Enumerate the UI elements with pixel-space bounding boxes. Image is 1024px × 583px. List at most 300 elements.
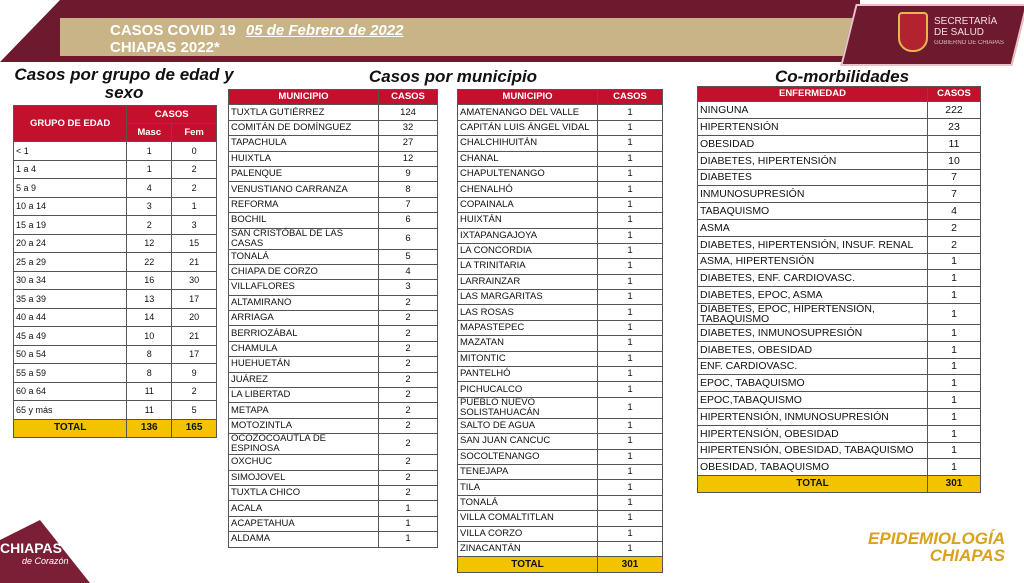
municipio-label: CHAMULA: [229, 341, 379, 356]
municipio-row: [229, 311, 438, 326]
comorbidity-row: [698, 135, 981, 152]
age-group-value: 1: [127, 142, 172, 161]
muni-cases-header-2: CASOS: [598, 90, 663, 105]
logo-line2: DE SALUD: [934, 27, 985, 38]
comorbidity-value: 10: [928, 152, 981, 169]
muni-header-1: MUNICIPIO: [229, 90, 379, 105]
municipio-label: IXTAPANGAJOYA: [458, 228, 598, 243]
age-group-label: 50 a 54: [14, 345, 127, 364]
municipio-row: [458, 213, 663, 228]
municipio-label: HUEHUETÁN: [229, 357, 379, 372]
municipio-row: [458, 397, 663, 418]
comorbidity-value: 1: [928, 408, 981, 425]
comorbidity-value: 1: [928, 287, 981, 304]
municipio-label: CHANAL: [458, 151, 598, 166]
age-group-value: 21: [172, 327, 217, 346]
municipio-label: ALTAMIRANO: [229, 295, 379, 310]
como-cases-header: CASOS: [928, 87, 981, 102]
age-total-row: [14, 419, 217, 438]
age-group-value: 8: [127, 364, 172, 383]
municipio-value: 1: [598, 166, 663, 181]
municipio-value: 1: [598, 449, 663, 464]
age-group-value: 11: [127, 401, 172, 420]
comorbidities-table: [697, 86, 981, 493]
municipio-label: COMITÁN DE DOMÍNGUEZ: [229, 120, 379, 135]
comorbidity-label: HIPERTENSIÓN, OBESIDAD: [698, 425, 928, 442]
comorbidity-label: DIABETES, HIPERTENSIÓN, INSUF. RENAL: [698, 236, 928, 253]
comorbidity-value: 1: [928, 358, 981, 375]
comorbidity-row: [698, 287, 981, 304]
municipio-value: 1: [598, 213, 663, 228]
municipio-row: [229, 341, 438, 356]
municipio-row: [458, 434, 663, 449]
comorbidity-value: 11: [928, 135, 981, 152]
comorbidity-label: DIABETES, EPOC, ASMA: [698, 287, 928, 304]
municipio-label: OCOZOCOAUTLA DE ESPINOSA: [229, 434, 379, 455]
comorbidity-label: HIPERTENSIÓN, OBESIDAD, TABAQUISMO: [698, 442, 928, 459]
comorbidity-value: 1: [928, 375, 981, 392]
logo-line3: GOBIERNO DE CHIAPAS: [934, 40, 1004, 46]
municipio-row: [229, 516, 438, 531]
age-group-value: 20: [172, 308, 217, 327]
municipio-value: 1: [598, 105, 663, 120]
comorbidity-value: 1: [928, 442, 981, 459]
age-group-value: 2: [172, 160, 217, 179]
municipio-value: 1: [598, 382, 663, 397]
municipio-value: 1: [598, 259, 663, 274]
municipio-row: [229, 403, 438, 418]
municipio-label: TILA: [458, 480, 598, 495]
municipio-value: 1: [598, 243, 663, 258]
comorbidity-value: 7: [928, 186, 981, 203]
epi-line1: EPIDEMIOLOGÍA: [868, 529, 1005, 548]
municipio-label: ALDAMA: [229, 532, 379, 547]
age-group-label: 1 a 4: [14, 160, 127, 179]
municipio-row: [458, 541, 663, 556]
municipio-row: [458, 228, 663, 243]
municipio-label: METAPA: [229, 403, 379, 418]
municipio-label: MITONTIC: [458, 351, 598, 366]
comorbidity-row: [698, 203, 981, 220]
disease-header: ENFERMEDAD: [698, 87, 928, 102]
municipio-label: VILLA CORZO: [458, 526, 598, 541]
municipio-value: 12: [379, 151, 438, 166]
age-sex-table: [13, 105, 217, 438]
municipio-label: CHAPULTENANGO: [458, 166, 598, 181]
comorbidity-value: 1: [928, 459, 981, 476]
age-group-row: [14, 364, 217, 383]
municipio-label: HUIXTÁN: [458, 213, 598, 228]
age-group-row: [14, 271, 217, 290]
age-group-value: 3: [127, 197, 172, 216]
municipio-label: BOCHIL: [229, 213, 379, 228]
municipio-value: 1: [598, 151, 663, 166]
municipio-label: CHIAPA DE CORZO: [229, 264, 379, 279]
municipio-row: [458, 182, 663, 197]
municipio-row: [458, 136, 663, 151]
municipio-value: 6: [379, 228, 438, 249]
age-group-value: 1: [127, 160, 172, 179]
municipio-label: CAPITÁN LUIS ÁNGEL VIDAL: [458, 120, 598, 135]
municipio-value: 1: [379, 501, 438, 516]
municipio-label: SALTO DE AGUA: [458, 418, 598, 433]
report-date: 05 de Febrero de 2022: [245, 22, 404, 39]
municipio-label: SAN JUAN CANCUC: [458, 434, 598, 449]
municipio-row: [229, 166, 438, 181]
municipio-row: [229, 264, 438, 279]
age-group-value: 11: [127, 382, 172, 401]
municipio-label: REFORMA: [229, 197, 379, 212]
municipio-value: 2: [379, 388, 438, 403]
municipio-label: CHALCHIHUITÁN: [458, 136, 598, 151]
comorbidity-label: HIPERTENSIÓN, INMUNOSUPRESIÓN: [698, 408, 928, 425]
total-masc: 136: [127, 419, 172, 438]
comorbidity-row: [698, 119, 981, 136]
municipio-row: [229, 182, 438, 197]
footer-brand: CHIAPAS: [0, 540, 62, 556]
municipio-row: [229, 455, 438, 470]
municipio-row: [458, 382, 663, 397]
comorbidity-label: INMUNOSUPRESIÓN: [698, 186, 928, 203]
municipio-value: 1: [598, 464, 663, 479]
municipio-value: 1: [598, 290, 663, 305]
comorbidity-value: 1: [928, 425, 981, 442]
municipio-value: 2: [379, 418, 438, 433]
municipio-row: [458, 120, 663, 135]
municipio-label: TUXTLA GUTIÉRREZ: [229, 105, 379, 120]
comorbidity-row: [698, 102, 981, 119]
municipio-row: [458, 243, 663, 258]
age-group-value: 2: [172, 382, 217, 401]
municipio-row: [458, 259, 663, 274]
municipio-value: 1: [598, 397, 663, 418]
comorbidity-row: [698, 236, 981, 253]
page-title: [110, 22, 403, 56]
municipio-row: [229, 120, 438, 135]
municipio-row: [458, 480, 663, 495]
comorbidity-label: ENF. CARDIOVASC.: [698, 358, 928, 375]
age-group-row: [14, 308, 217, 327]
comorbidity-row: [698, 425, 981, 442]
comorbidity-row: [698, 358, 981, 375]
age-group-value: 4: [127, 179, 172, 198]
municipio-label: LA LIBERTAD: [229, 388, 379, 403]
municipio-row: [229, 418, 438, 433]
municipio-label: COPAINALA: [458, 197, 598, 212]
municipio-label: CHENALHÓ: [458, 182, 598, 197]
age-group-value: 17: [172, 290, 217, 309]
age-group-row: [14, 234, 217, 253]
municipio-row: [229, 280, 438, 295]
como-section-title: Co-morbilidades: [774, 67, 910, 86]
municipio-value: 1: [598, 351, 663, 366]
age-group-value: 2: [127, 216, 172, 235]
municipio-value: 1: [598, 495, 663, 510]
age-group-row: [14, 401, 217, 420]
comorbidity-value: 1: [928, 253, 981, 270]
municipio-value: 1: [598, 434, 663, 449]
municipio-label: VILLA COMALTITLAN: [458, 511, 598, 526]
comorbidity-label: DIABETES, EPOC, HIPERTENSIÓN, TABAQUISMO: [698, 303, 928, 324]
municipio-row: [458, 197, 663, 212]
age-group-label: 55 a 59: [14, 364, 127, 383]
municipio-label: MAZATAN: [458, 336, 598, 351]
age-group-label: 60 a 64: [14, 382, 127, 401]
title-line1: CASOS COVID 19: [110, 22, 236, 39]
municipio-row: [458, 418, 663, 433]
municipio-value: 8: [379, 182, 438, 197]
comorbidity-row: [698, 270, 981, 287]
como-total-label: TOTAL: [698, 476, 928, 493]
age-group-value: 13: [127, 290, 172, 309]
municipio-row: [229, 136, 438, 151]
comorbidity-value: 1: [928, 341, 981, 358]
municipio-row: [229, 197, 438, 212]
municipio-value: 27: [379, 136, 438, 151]
municipio-label: VILLAFLORES: [229, 280, 379, 295]
comorbidity-row: [698, 324, 981, 341]
age-section-title: Casos por grupo de edad y sexo: [14, 65, 234, 102]
age-group-value: 14: [127, 308, 172, 327]
municipio-label: PICHUCALCO: [458, 382, 598, 397]
age-group-value: 1: [172, 197, 217, 216]
municipio-value: 2: [379, 470, 438, 485]
municipio-value: 1: [598, 541, 663, 556]
municipio-value: 2: [379, 295, 438, 310]
comorbidity-value: 1: [928, 270, 981, 287]
masc-header: Masc: [127, 124, 172, 142]
secretaria-logo-text: [934, 16, 1004, 49]
age-group-value: 8: [127, 345, 172, 364]
municipio-row: [458, 336, 663, 351]
municipio-value: 1: [598, 336, 663, 351]
municipio-value: 2: [379, 372, 438, 387]
municipio-row: [229, 434, 438, 455]
comorbidity-label: DIABETES: [698, 169, 928, 186]
age-group-header: GRUPO DE EDAD: [14, 106, 127, 142]
municipio-row: [458, 151, 663, 166]
age-group-value: 15: [172, 234, 217, 253]
municipio-row: [458, 274, 663, 289]
comorbidity-row: [698, 219, 981, 236]
municipio-row: [229, 357, 438, 372]
municipio-label: SAN CRISTÓBAL DE LAS CASAS: [229, 228, 379, 249]
municipio-value: 1: [598, 228, 663, 243]
municipio-value: 2: [379, 485, 438, 500]
muni-section-title: Casos por municipio: [368, 67, 538, 86]
municipio-row: [229, 372, 438, 387]
header-corner-cut: [0, 0, 60, 62]
municipio-label: SIMOJOVEL: [229, 470, 379, 485]
comorbidity-label: EPOC, TABAQUISMO: [698, 375, 928, 392]
age-group-row: [14, 216, 217, 235]
municipio-row: [229, 388, 438, 403]
municipio-value: 1: [598, 367, 663, 382]
como-total-value: 301: [928, 476, 981, 493]
municipio-value: 2: [379, 357, 438, 372]
municipio-row: [229, 532, 438, 547]
municipio-value: 1: [598, 274, 663, 289]
municipio-value: 5: [379, 249, 438, 264]
epidemiologia-logo: [845, 530, 1005, 564]
municipio-label: LA TRINITARIA: [458, 259, 598, 274]
municipio-value: 2: [379, 311, 438, 326]
municipio-row: [458, 290, 663, 305]
municipio-row: [458, 526, 663, 541]
municipio-label: ZINACANTÁN: [458, 541, 598, 556]
comorbidity-value: 23: [928, 119, 981, 136]
municipio-label: OXCHUC: [229, 455, 379, 470]
municipio-value: 1: [598, 136, 663, 151]
municipio-value: 1: [379, 516, 438, 531]
municipio-label: LA CONCORDIA: [458, 243, 598, 258]
municipio-table-2: [457, 89, 663, 573]
age-group-row: [14, 142, 217, 161]
municipio-label: ACALA: [229, 501, 379, 516]
municipio-row: [458, 320, 663, 335]
municipio-label: LARRAINZAR: [458, 274, 598, 289]
municipio-label: TAPACHULA: [229, 136, 379, 151]
municipio-label: JUÁREZ: [229, 372, 379, 387]
como-total-row: [698, 476, 981, 493]
municipio-label: TUXTLA CHICO: [229, 485, 379, 500]
municipio-row: [229, 151, 438, 166]
muni-total-row: [458, 557, 663, 572]
comorbidity-row: [698, 341, 981, 358]
municipio-label: HUIXTLA: [229, 151, 379, 166]
age-group-value: 9: [172, 364, 217, 383]
municipio-row: [458, 305, 663, 320]
age-group-label: 25 a 29: [14, 253, 127, 272]
comorbidity-row: [698, 169, 981, 186]
age-group-label: 20 a 24: [14, 234, 127, 253]
municipio-value: 6: [379, 213, 438, 228]
age-group-label: 5 a 9: [14, 179, 127, 198]
comorbidity-value: 1: [928, 324, 981, 341]
total-label: TOTAL: [14, 419, 127, 438]
comorbidity-label: EPOC,TABAQUISMO: [698, 392, 928, 409]
municipio-label: TONALÁ: [229, 249, 379, 264]
municipio-value: 1: [598, 305, 663, 320]
comorbidity-row: [698, 459, 981, 476]
municipio-value: 2: [379, 434, 438, 455]
municipio-value: 3: [379, 280, 438, 295]
municipio-value: 32: [379, 120, 438, 135]
comorbidity-value: 1: [928, 303, 981, 324]
municipio-row: [458, 105, 663, 120]
municipio-value: 2: [379, 455, 438, 470]
logo-line1: SECRETARÍA: [934, 16, 998, 27]
age-group-row: [14, 345, 217, 364]
fem-header: Fem: [172, 124, 217, 142]
age-group-label: 10 a 14: [14, 197, 127, 216]
municipio-row: [229, 105, 438, 120]
age-group-value: 10: [127, 327, 172, 346]
municipio-value: 124: [379, 105, 438, 120]
age-group-row: [14, 179, 217, 198]
comorbidity-row: [698, 152, 981, 169]
municipio-value: 2: [379, 341, 438, 356]
municipio-label: ACAPETAHUA: [229, 516, 379, 531]
municipio-label: AMATENANGO DEL VALLE: [458, 105, 598, 120]
age-group-row: [14, 382, 217, 401]
municipio-label: BERRIOZÁBAL: [229, 326, 379, 341]
municipio-label: LAS ROSAS: [458, 305, 598, 320]
comorbidity-label: DIABETES, ENF. CARDIOVASC.: [698, 270, 928, 287]
municipio-value: 1: [598, 197, 663, 212]
municipio-row: [229, 228, 438, 249]
municipio-row: [229, 485, 438, 500]
comorbidity-label: TABAQUISMO: [698, 203, 928, 220]
total-fem: 165: [172, 419, 217, 438]
age-group-label: 30 a 34: [14, 271, 127, 290]
municipio-row: [229, 213, 438, 228]
municipio-label: TENEJAPA: [458, 464, 598, 479]
comorbidity-row: [698, 375, 981, 392]
municipio-row: [458, 367, 663, 382]
age-group-label: 40 a 44: [14, 308, 127, 327]
municipio-value: 2: [379, 403, 438, 418]
municipio-row: [458, 495, 663, 510]
comorbidity-label: DIABETES, HIPERTENSIÓN: [698, 152, 928, 169]
age-group-row: [14, 160, 217, 179]
comorbidity-value: 7: [928, 169, 981, 186]
age-group-label: 45 a 49: [14, 327, 127, 346]
comorbidity-label: HIPERTENSIÓN: [698, 119, 928, 136]
comorbidity-label: DIABETES, OBESIDAD: [698, 341, 928, 358]
muni-total-value: 301: [598, 557, 663, 572]
municipio-value: 1: [598, 120, 663, 135]
age-group-value: 2: [172, 179, 217, 198]
epi-line2: CHIAPAS: [929, 546, 1005, 565]
age-group-value: 0: [172, 142, 217, 161]
muni-cases-header-1: CASOS: [379, 90, 438, 105]
age-group-value: 3: [172, 216, 217, 235]
municipio-label: SOCOLTENANGO: [458, 449, 598, 464]
age-group-value: 21: [172, 253, 217, 272]
municipio-row: [458, 511, 663, 526]
age-group-value: 12: [127, 234, 172, 253]
municipio-row: [458, 351, 663, 366]
age-group-label: 15 a 19: [14, 216, 127, 235]
municipio-value: 1: [598, 320, 663, 335]
comorbidity-value: 1: [928, 392, 981, 409]
chiapas-shield-icon: [898, 12, 928, 52]
municipio-value: 7: [379, 197, 438, 212]
municipio-row: [458, 166, 663, 181]
municipio-value: 1: [598, 418, 663, 433]
age-group-row: [14, 197, 217, 216]
municipio-value: 1: [379, 532, 438, 547]
municipio-label: TONALÁ: [458, 495, 598, 510]
comorbidity-value: 2: [928, 236, 981, 253]
comorbidity-value: 4: [928, 203, 981, 220]
comorbidity-row: [698, 186, 981, 203]
municipio-row: [458, 449, 663, 464]
municipio-label: PANTELHÓ: [458, 367, 598, 382]
title-line2: CHIAPAS 2022*: [110, 39, 220, 56]
comorbidity-label: OBESIDAD, TABAQUISMO: [698, 459, 928, 476]
comorbidity-label: ASMA, HIPERTENSIÓN: [698, 253, 928, 270]
municipio-row: [229, 295, 438, 310]
municipio-value: 1: [598, 182, 663, 197]
comorbidity-row: [698, 253, 981, 270]
comorbidity-row: [698, 303, 981, 324]
age-group-value: 5: [172, 401, 217, 420]
age-group-label: 65 y más: [14, 401, 127, 420]
comorbidity-value: 222: [928, 102, 981, 119]
age-group-label: < 1: [14, 142, 127, 161]
